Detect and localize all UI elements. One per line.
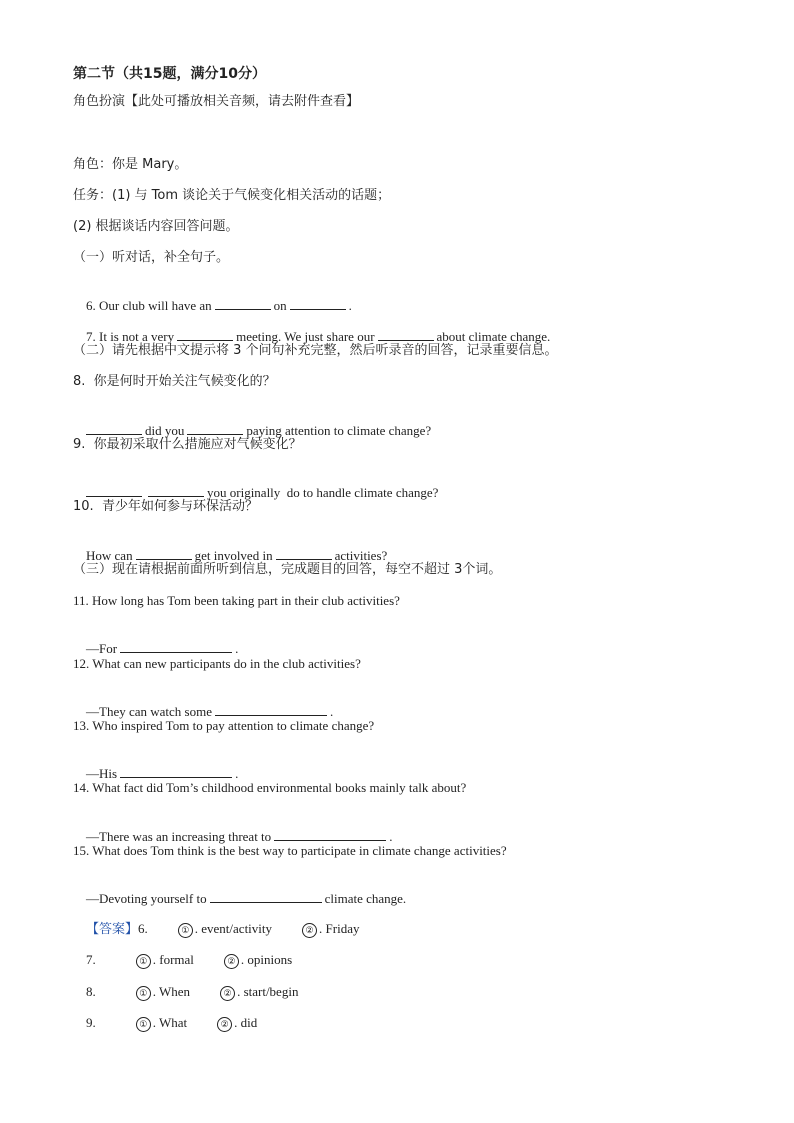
q7-text-c: about climate change. — [436, 329, 551, 344]
circled-one-icon: ① — [136, 1017, 151, 1032]
role-line: 角色：你是 Mary。 — [73, 157, 188, 172]
q10-text-b: get involved in — [194, 548, 273, 563]
a12-text: —They can watch some — [86, 704, 212, 719]
a11-text: —For — [86, 641, 118, 656]
part3-heading: （三）现在请根据前面所听到信息，完成题目的回答，每空不超过 3个词。 — [73, 562, 502, 577]
task-line-1: 任务：(1) 与 Tom 谈论关于气候变化相关活动的话题； — [73, 188, 391, 203]
answer-number: 8. — [86, 984, 96, 999]
part1-heading: （一）听对话，补全句子。 — [73, 250, 230, 265]
a15-text: —Devoting yourself to — [86, 891, 207, 906]
a11-end: . — [235, 641, 239, 656]
a13-text: —His — [86, 766, 118, 781]
q10-text-a: How can — [86, 548, 133, 563]
answer-value: . did — [234, 1015, 258, 1030]
q6-text-b: on — [273, 298, 287, 313]
audio-note: 角色扮演【此处可播放相关音频，请去附件查看】 — [73, 94, 360, 109]
question-11: 11. How long has Tom been taking part in their club activities? — [73, 593, 400, 608]
circled-one-icon: ① — [136, 986, 151, 1001]
answer-blank[interactable] — [210, 890, 322, 903]
answer-blank[interactable] — [215, 703, 327, 716]
a14-text: —There was an increasing threat to — [86, 829, 272, 844]
question-13: 13. Who inspired Tom to pay attention to climate change? — [73, 718, 375, 733]
q8-text-b: did you — [145, 423, 185, 438]
answer-number: 6. — [138, 921, 148, 936]
a13-end: . — [235, 766, 239, 781]
q10-text-c: activities? — [334, 548, 388, 563]
answer-value: . start/begin — [237, 984, 299, 999]
answer-row-9 — [73, 999, 257, 1048]
answer-blank[interactable] — [148, 484, 204, 497]
answer-blank[interactable] — [136, 547, 192, 560]
answer-blank[interactable] — [86, 422, 142, 435]
answer-value: . formal — [152, 952, 194, 967]
q6-text-c: . — [348, 298, 352, 313]
part2-heading: （二）请先根据中文提示将 3 个问句补充完整，然后听录音的回答，记录重要信息。 — [73, 343, 558, 358]
answer-blank[interactable] — [177, 328, 233, 341]
answer-value: . event/activity — [194, 921, 273, 936]
answer-blank[interactable] — [86, 484, 142, 497]
answer-blank[interactable] — [215, 297, 271, 310]
circled-two-icon: ② — [224, 954, 239, 969]
q7-text-b: meeting. We just share our — [236, 329, 375, 344]
task-line-2: (2) 根据谈话内容回答问题。 — [73, 219, 239, 234]
a12-end: . — [329, 704, 334, 719]
circled-one-icon: ① — [136, 954, 151, 969]
answer-value: . What — [152, 1015, 188, 1030]
answer-number: 9. — [86, 1015, 96, 1030]
answer-blank[interactable] — [274, 828, 386, 841]
q7-text-a: 7. It is not a very — [86, 329, 175, 344]
answer-value: . When — [152, 984, 191, 999]
circled-one-icon: ① — [178, 923, 193, 938]
answer-blank[interactable] — [120, 640, 232, 653]
a14-end: . — [389, 829, 393, 844]
question-14: 14. What fact did Tom’s childhood environmental books mainly talk about? — [73, 780, 467, 795]
answer-label: 【答案】 — [86, 922, 139, 937]
answer-blank[interactable] — [120, 765, 232, 778]
answer-blank[interactable] — [290, 297, 346, 310]
a15-end: climate change. — [324, 891, 407, 906]
question-12: 12. What can new participants do in the club activities? — [73, 656, 361, 671]
answer-blank[interactable] — [378, 328, 434, 341]
circled-two-icon: ② — [302, 923, 317, 938]
question-9-chinese: 9. 你最初采取什么措施应对气候变化？ — [73, 437, 302, 452]
q9-text-c: you originally do to handle climate change? — [207, 485, 439, 500]
section-title: 第二节（共15题，满分10分） — [73, 66, 266, 82]
question-10-chinese: 10. 青少年如何参与环保活动？ — [73, 499, 258, 514]
question-15: 15. What does Tom think is the best way to participate in climate change activities? — [73, 843, 507, 858]
question-8-chinese: 8. 你是何时开始关注气候变化的？ — [73, 374, 276, 389]
q6-text-a: 6. Our club will have an — [86, 298, 212, 313]
answer-blank[interactable] — [187, 422, 243, 435]
q8-text-c: paying attention to climate change? — [246, 423, 432, 438]
answer-value: . Friday — [319, 921, 360, 936]
circled-two-icon: ② — [217, 1017, 232, 1032]
answer-blank[interactable] — [276, 547, 332, 560]
answer-number: 7. — [86, 952, 96, 967]
circled-two-icon: ② — [220, 986, 235, 1001]
answer-value: . opinions — [240, 952, 293, 967]
